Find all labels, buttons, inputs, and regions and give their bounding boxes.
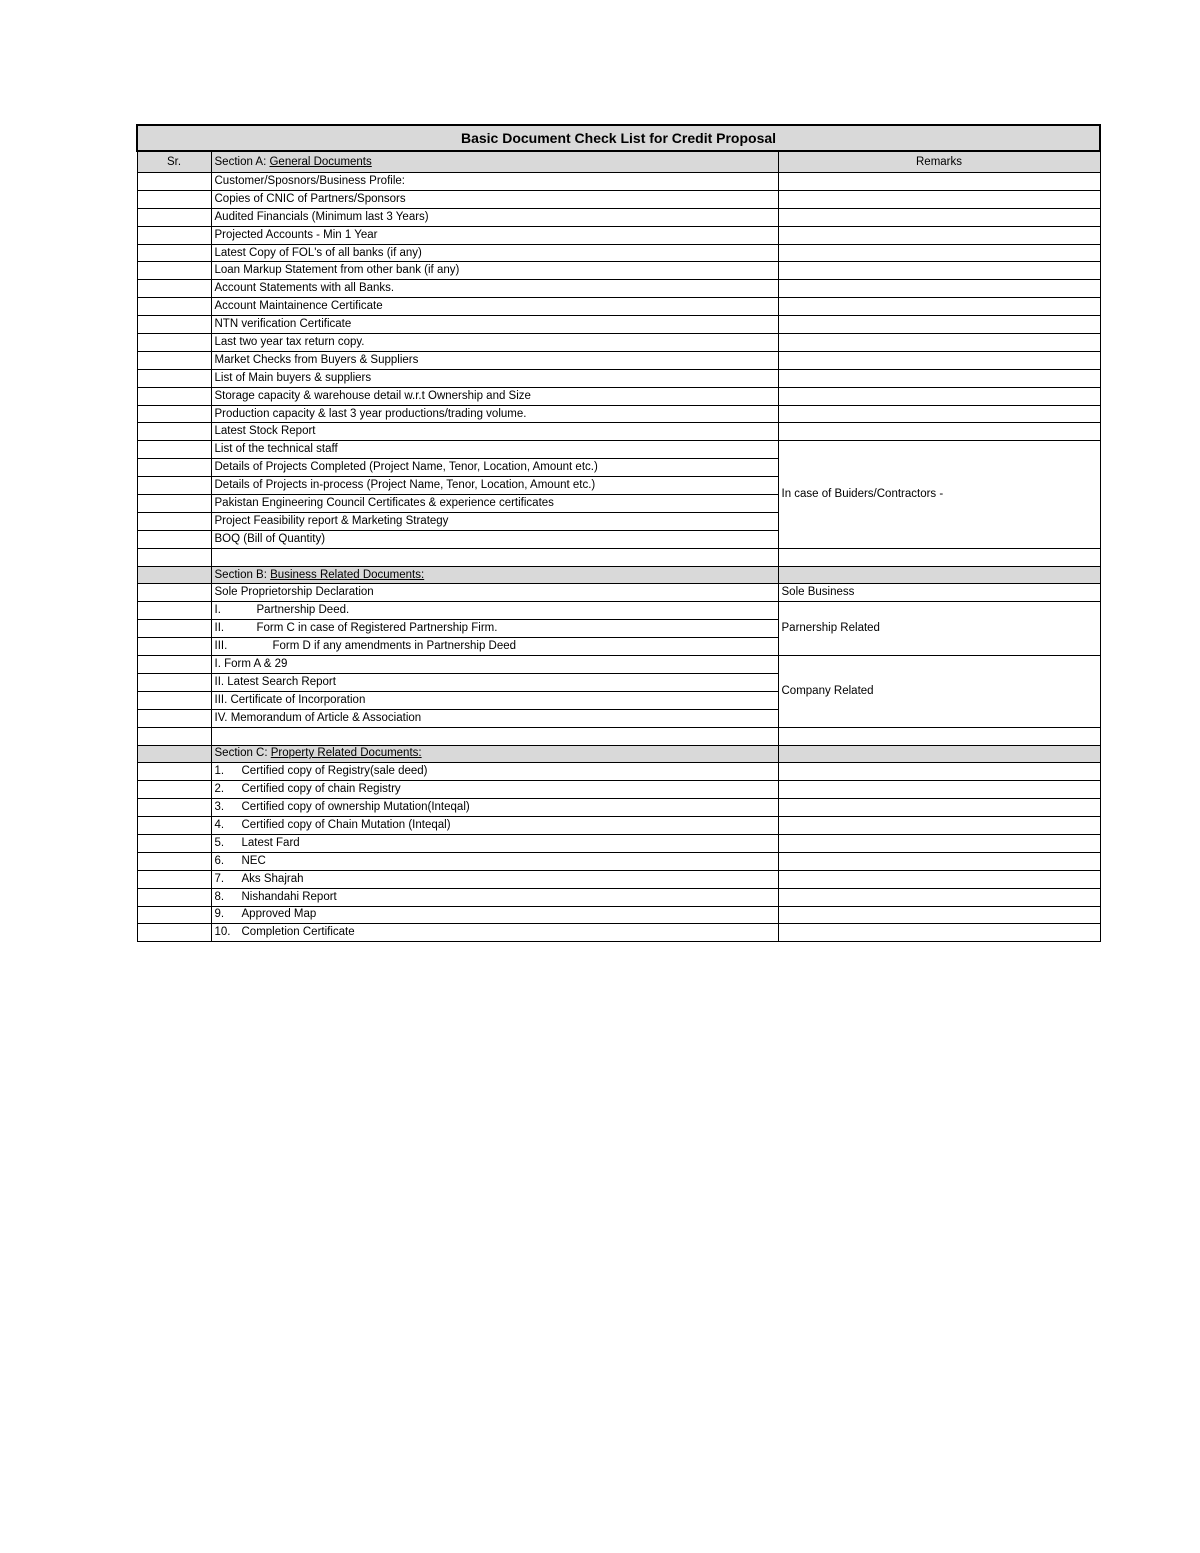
sr-header: Sr. — [137, 151, 211, 173]
remarks-cell — [778, 566, 1100, 584]
item-number: 7. — [214, 872, 225, 885]
document-cell — [211, 852, 778, 870]
header-row — [137, 151, 1100, 173]
table-row — [137, 226, 1100, 244]
document-cell: Latest Copy of FOL's of all banks (if any) — [211, 244, 778, 262]
table-row — [137, 280, 1100, 298]
sr-cell — [137, 602, 211, 620]
sr-cell — [137, 298, 211, 316]
document-cell — [211, 870, 778, 888]
sr-cell — [137, 638, 211, 656]
remarks-cell — [778, 351, 1100, 369]
document-cell: Details of Projects in-process (Project Name, Tenor, Location, Amount etc.) — [211, 477, 778, 495]
document-cell — [211, 906, 778, 924]
item-number: 10. — [214, 926, 231, 939]
remarks-cell — [778, 369, 1100, 387]
section-c-header-row — [137, 745, 1100, 763]
table-row — [137, 405, 1100, 423]
table-row — [137, 924, 1100, 942]
sr-cell — [137, 709, 211, 727]
remarks-cell — [778, 208, 1100, 226]
remarks-cell — [778, 852, 1100, 870]
item-text: Nishandahi Report — [241, 890, 337, 903]
document-cell — [211, 781, 778, 799]
sr-cell — [137, 566, 211, 584]
sr-cell — [137, 459, 211, 477]
document-cell — [211, 799, 778, 817]
remarks-cell — [778, 745, 1100, 763]
section-a-header — [211, 151, 778, 173]
section-a-prefix: Section A: — [214, 155, 270, 168]
item-text: Certified copy of ownership Mutation(Inteqal) — [241, 801, 470, 814]
remarks-cell — [778, 334, 1100, 352]
item-text: Latest Fard — [241, 836, 300, 849]
sr-cell — [137, 477, 211, 495]
remarks-header: Remarks — [778, 151, 1100, 173]
remarks-cell — [778, 262, 1100, 280]
document-cell: II. Latest Search Report — [211, 673, 778, 691]
document-cell: Sole Proprietorship Declaration — [211, 584, 778, 602]
sr-cell — [137, 799, 211, 817]
table-row — [137, 799, 1100, 817]
item-text: NEC — [241, 854, 266, 867]
table-row — [137, 441, 1100, 459]
sr-cell — [137, 656, 211, 674]
table-row — [137, 834, 1100, 852]
document-cell: Loan Markup Statement from other bank (if any) — [211, 262, 778, 280]
table-row — [137, 262, 1100, 280]
sole-remark: Sole Business — [778, 584, 1100, 602]
document-cell: Copies of CNIC of Partners/Sponsors — [211, 190, 778, 208]
document-cell: Account Statements with all Banks. — [211, 280, 778, 298]
sr-cell — [137, 262, 211, 280]
section-b-name: Business Related Documents: — [270, 568, 425, 581]
remarks-cell — [778, 244, 1100, 262]
remarks-cell — [778, 173, 1100, 191]
sr-cell — [137, 530, 211, 548]
document-cell: Account Maintainence Certificate — [211, 298, 778, 316]
remarks-cell — [778, 298, 1100, 316]
table-row — [137, 763, 1100, 781]
section-c-name: Property Related Documents: — [270, 747, 422, 760]
remarks-cell — [778, 190, 1100, 208]
document-cell: Project Feasibility report & Marketing Strategy — [211, 512, 778, 530]
sr-cell — [137, 387, 211, 405]
section-a-name: General Documents — [269, 155, 372, 168]
document-cell — [211, 817, 778, 835]
remarks-cell — [778, 763, 1100, 781]
document-cell: Latest Stock Report — [211, 423, 778, 441]
table-row — [137, 906, 1100, 924]
item-number: 8. — [214, 890, 225, 903]
remarks-cell — [778, 924, 1100, 942]
document-cell: Last two year tax return copy. — [211, 334, 778, 352]
item-text: Approved Map — [241, 908, 317, 921]
document-cell: Storage capacity & warehouse detail w.r.t Ownership and Size — [211, 387, 778, 405]
table-row — [137, 852, 1100, 870]
table-row — [137, 781, 1100, 799]
item-text: Form C in case of Registered Partnership Firm. — [256, 622, 498, 635]
sr-cell — [137, 405, 211, 423]
table-row — [137, 584, 1100, 602]
sr-cell — [137, 423, 211, 441]
table-row — [137, 208, 1100, 226]
sr-cell — [137, 817, 211, 835]
table-row — [137, 817, 1100, 835]
sr-cell — [137, 745, 211, 763]
document-cell: Projected Accounts - Min 1 Year — [211, 226, 778, 244]
sr-cell — [137, 906, 211, 924]
item-text: Completion Certificate — [241, 926, 355, 939]
table-row — [137, 870, 1100, 888]
section-b-prefix: Section B: — [214, 568, 271, 581]
table-row — [137, 334, 1100, 352]
document-cell: Details of Projects Completed (Project Name, Tenor, Location, Amount etc.) — [211, 459, 778, 477]
sr-cell — [137, 495, 211, 513]
table-row — [137, 244, 1100, 262]
sr-cell — [137, 190, 211, 208]
sr-cell — [137, 763, 211, 781]
document-cell — [211, 620, 778, 638]
document-cell: III. Certificate of Incorporation — [211, 691, 778, 709]
document-cell — [211, 763, 778, 781]
item-text: Aks Shajrah — [241, 872, 304, 885]
sr-cell — [137, 208, 211, 226]
document-cell: NTN verification Certificate — [211, 316, 778, 334]
table-row — [137, 656, 1100, 674]
sr-cell — [137, 280, 211, 298]
sr-cell — [137, 334, 211, 352]
remarks-cell — [778, 906, 1100, 924]
document-cell: List of the technical staff — [211, 441, 778, 459]
title-row — [137, 125, 1100, 151]
sr-cell — [137, 888, 211, 906]
remarks-cell — [778, 405, 1100, 423]
item-text: Certified copy of chain Registry — [241, 783, 401, 796]
document-cell — [211, 834, 778, 852]
sr-cell — [137, 834, 211, 852]
remarks-cell — [778, 888, 1100, 906]
sr-cell — [137, 691, 211, 709]
table-row — [137, 316, 1100, 334]
sr-cell — [137, 316, 211, 334]
sr-cell — [137, 369, 211, 387]
sr-cell — [137, 512, 211, 530]
remarks-cell — [778, 226, 1100, 244]
remarks-cell — [778, 316, 1100, 334]
checklist-table — [136, 124, 1101, 942]
sr-cell — [137, 870, 211, 888]
table-row — [137, 298, 1100, 316]
sr-cell — [137, 852, 211, 870]
sr-cell — [137, 244, 211, 262]
remarks-cell — [778, 834, 1100, 852]
remarks-cell — [778, 799, 1100, 817]
item-number: 3. — [214, 801, 225, 814]
item-text: Form D if any amendments in Partnership Deed — [272, 640, 517, 653]
document-cell: Market Checks from Buyers & Suppliers — [211, 351, 778, 369]
item-text: Certified copy of Chain Mutation (Inteqal) — [241, 819, 451, 831]
table-row — [137, 190, 1100, 208]
document-cell — [211, 888, 778, 906]
partnership-remark: Parnership Related — [778, 602, 1100, 656]
section-b-header-row — [137, 566, 1100, 584]
item-number: 2. — [214, 783, 225, 796]
remarks-cell — [778, 870, 1100, 888]
item-number: I. — [214, 604, 221, 617]
item-number: 9. — [214, 908, 225, 921]
document-cell: Pakistan Engineering Council Certificates & experience certificates — [211, 495, 778, 513]
section-c-header — [211, 745, 778, 763]
document-cell: Production capacity & last 3 year productions/trading volume. — [211, 405, 778, 423]
document-cell — [211, 638, 778, 656]
table-row — [137, 173, 1100, 191]
sr-cell — [137, 620, 211, 638]
table-row — [137, 369, 1100, 387]
item-text: Partnership Deed. — [256, 604, 350, 617]
document-cell: Customer/Sposnors/Business Profile: — [211, 173, 778, 191]
sr-cell — [137, 781, 211, 799]
document-cell: I. Form A & 29 — [211, 656, 778, 674]
table-row — [137, 602, 1100, 620]
remarks-cell — [778, 387, 1100, 405]
builders-remark: In case of Buiders/Contractors - — [778, 441, 1100, 548]
section-c-prefix: Section C: — [214, 747, 271, 760]
remarks-cell — [778, 817, 1100, 835]
blank-row — [137, 548, 1100, 566]
table-row — [137, 888, 1100, 906]
document-cell — [211, 924, 778, 942]
item-number: 4. — [214, 819, 225, 831]
item-number: 1. — [214, 765, 225, 778]
item-number: 6. — [214, 854, 225, 867]
company-remark: Company Related — [778, 656, 1100, 728]
remarks-cell — [778, 280, 1100, 298]
document-cell: BOQ (Bill of Quantity) — [211, 530, 778, 548]
document-cell: Audited Financials (Minimum last 3 Years) — [211, 208, 778, 226]
item-number: II. — [214, 622, 225, 635]
document-cell: List of Main buyers & suppliers — [211, 369, 778, 387]
item-number: 5. — [214, 836, 225, 849]
sr-cell — [137, 673, 211, 691]
table-row — [137, 423, 1100, 441]
page-title: Basic Document Check List for Credit Proposal — [137, 125, 1100, 151]
table-row — [137, 387, 1100, 405]
sr-cell — [137, 351, 211, 369]
document-cell — [211, 602, 778, 620]
sr-cell — [137, 441, 211, 459]
checklist-sheet — [136, 124, 1099, 942]
sr-cell — [137, 226, 211, 244]
sr-cell — [137, 584, 211, 602]
document-cell: IV. Memorandum of Article & Association — [211, 709, 778, 727]
section-b-header — [211, 566, 778, 584]
item-text: Certified copy of Registry(sale deed) — [241, 765, 428, 778]
sr-cell — [137, 924, 211, 942]
blank-row — [137, 727, 1100, 745]
sr-cell — [137, 173, 211, 191]
remarks-cell — [778, 781, 1100, 799]
item-number: III. — [214, 640, 228, 653]
table-row — [137, 351, 1100, 369]
remarks-cell — [778, 423, 1100, 441]
